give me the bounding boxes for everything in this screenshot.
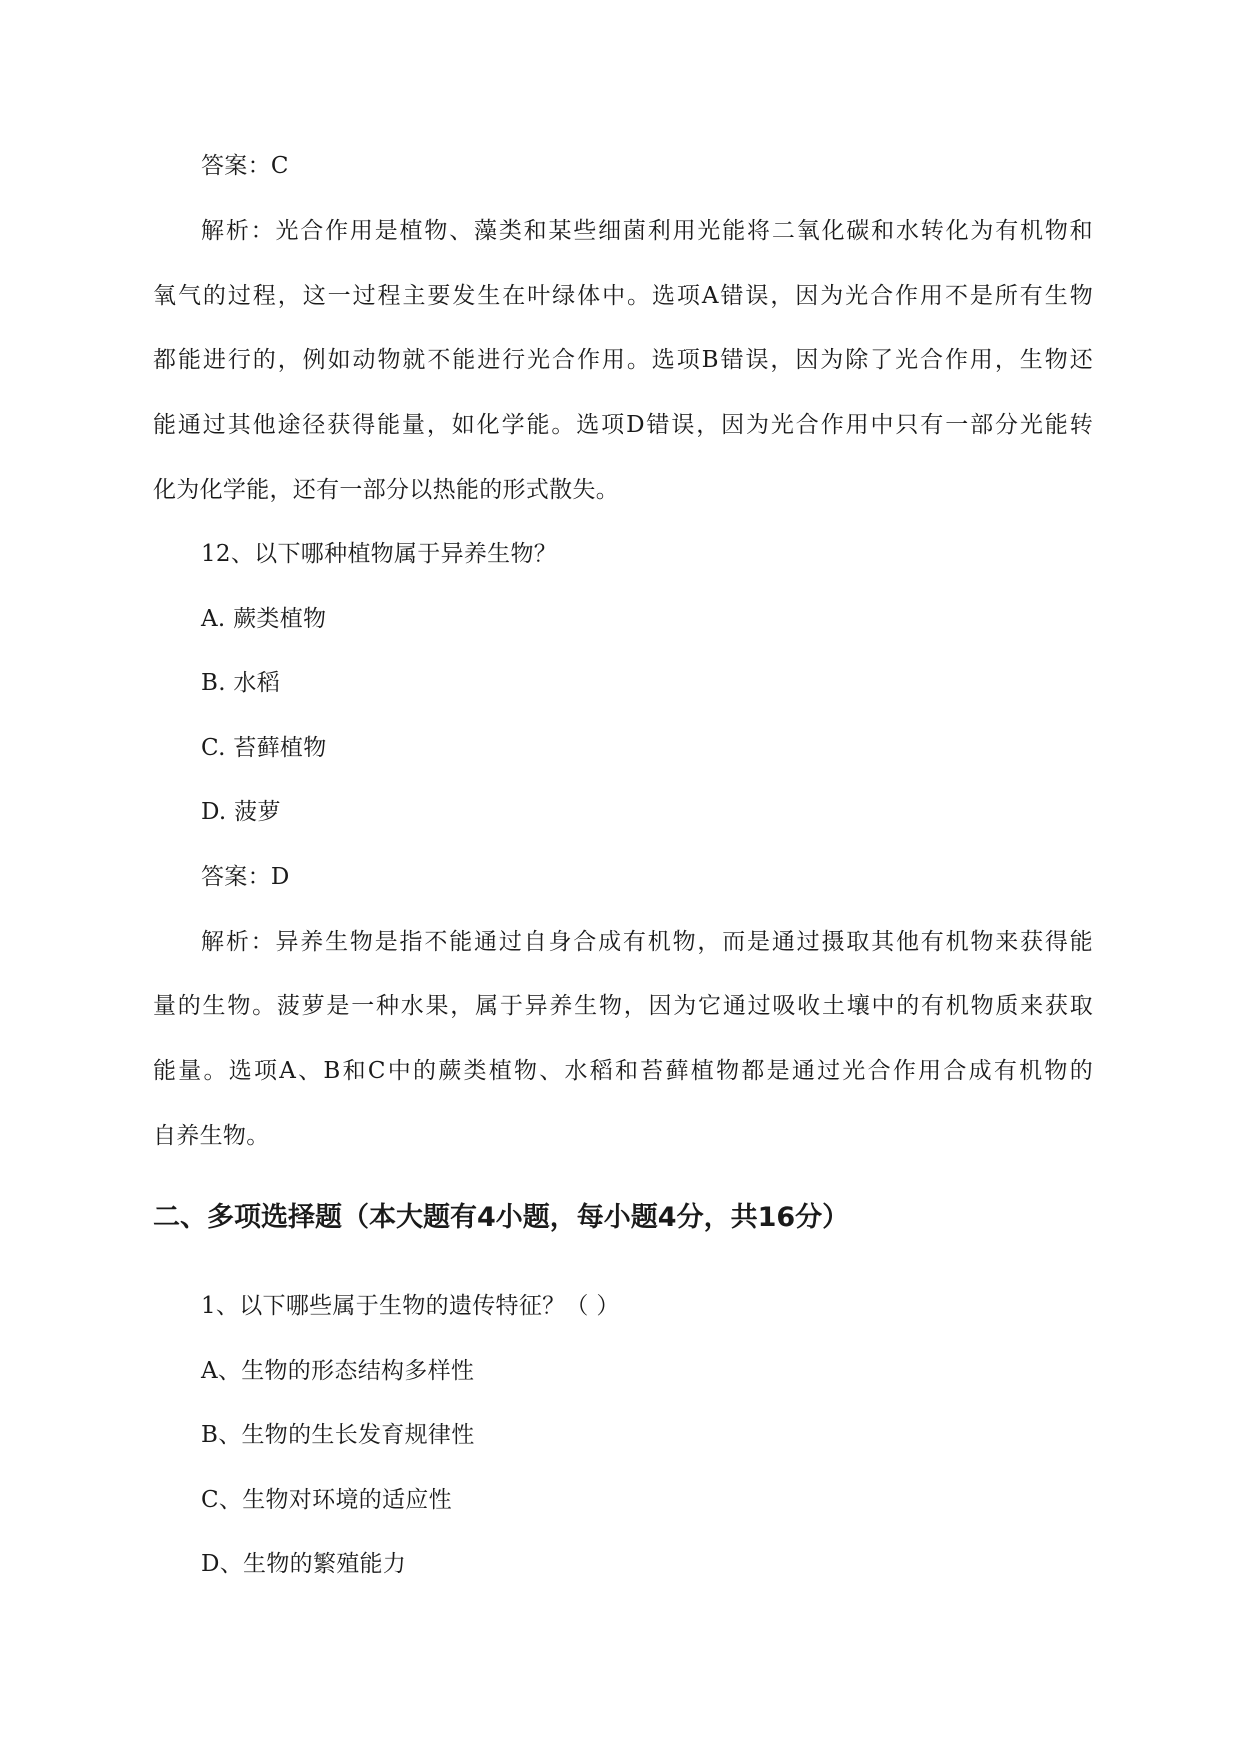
q12-option-d: D. 菠萝 [201,799,281,825]
q12-analysis-line-1: 解析：异养生物是指不能通过自身合成有机物，而是通过摄取其他有机物来获得能 [201,929,1093,955]
q12-answer: 答案：D [201,864,290,890]
mq1-option-a: A、生物的形态结构多样性 [201,1358,475,1384]
q12-option-b: B. 水稻 [201,670,281,696]
q12-analysis-line-4: 自养生物。 [153,1123,270,1149]
q12-analysis-line-3: 能量。选项A、B和C中的蕨类植物、水稻和苔藓植物都是通过光合作用合成有机物的 [153,1058,1093,1084]
q12-option-c: C. 苔藓植物 [201,735,327,761]
q11-analysis-line-4: 能通过其他途径获得能量，如化学能。选项D错误，因为光合作用中只有一部分光能转 [153,412,1093,438]
q11-analysis-line-2: 氧气的过程，这一过程主要发生在叶绿体中。选项A错误，因为光合作用不是所有生物 [153,283,1093,309]
q12-question: 12、以下哪种植物属于异养生物？ [201,541,558,567]
q12-analysis-line-2: 量的生物。菠萝是一种水果，属于异养生物，因为它通过吸收土壤中的有机物质来获取 [153,993,1093,1019]
mq1-option-b: B、生物的生长发育规律性 [201,1422,475,1448]
q12-option-a: A. 蕨类植物 [201,606,327,632]
q11-analysis-line-1: 解析：光合作用是植物、藻类和某些细菌利用光能将二氧化碳和水转化为有机物和 [201,218,1093,244]
mq1-option-d: D、生物的繁殖能力 [201,1551,407,1577]
q11-analysis-line-3: 都能进行的，例如动物就不能进行光合作用。选项B错误，因为除了光合作用，生物还 [153,347,1093,373]
q11-analysis-line-5: 化为化学能，还有一部分以热能的形式散失。 [153,477,619,503]
mq1-question: 1、以下哪些属于生物的遗传特征？（ ） [201,1293,620,1319]
q11-answer: 答案：C [201,153,289,179]
mq1-option-c: C、生物对环境的适应性 [201,1487,452,1513]
section-heading: 二、多项选择题（本大题有4小题，每小题4分，共16分） [153,1202,850,1233]
